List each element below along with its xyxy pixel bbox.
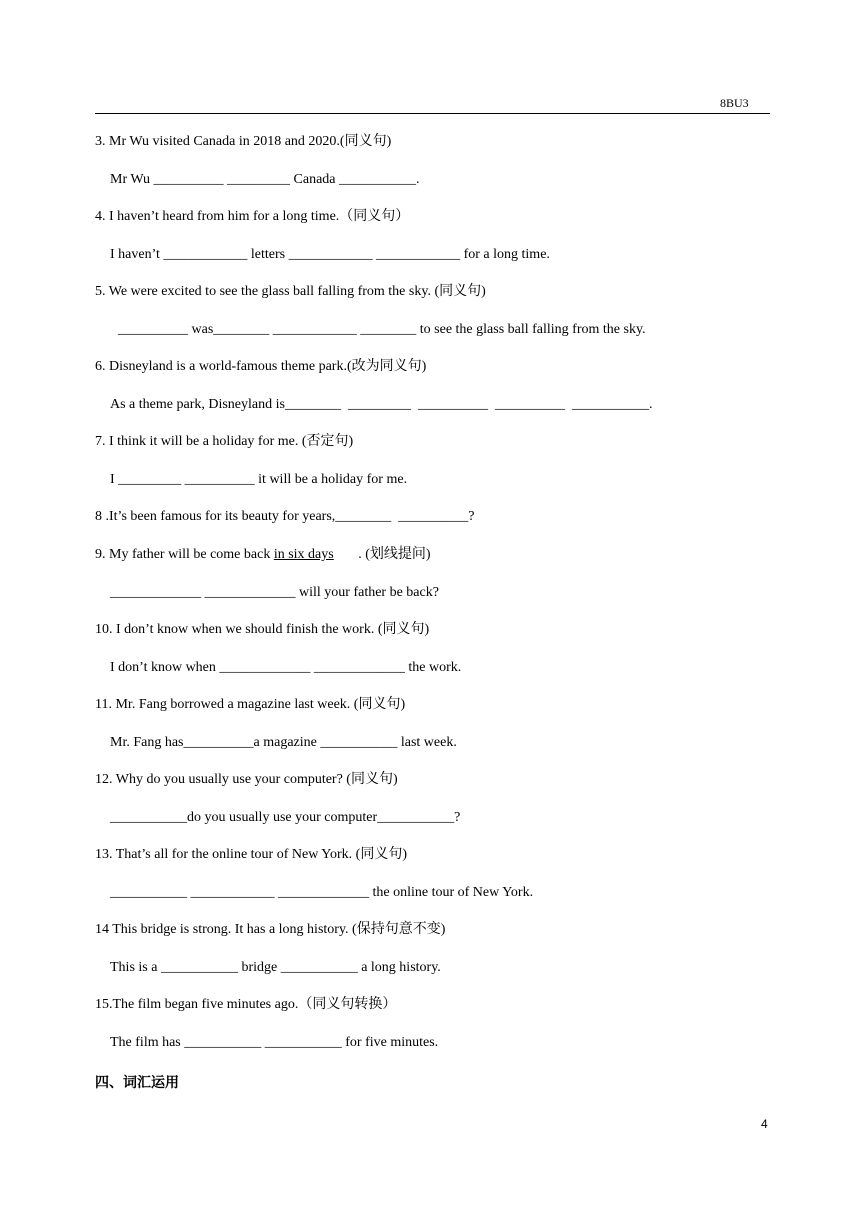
answer-12: ___________do you usually use your computer___________? [110,810,461,825]
answer-3: Mr Wu __________ _________ Canada ___________. [110,172,420,187]
page-number: 4 [761,1117,768,1131]
question-15: 15.The film began five minutes ago.（同义句转换） [95,997,397,1012]
question-9-instruction: . (划线提问) [333,547,431,562]
question-11: 11. Mr. Fang borrowed a magazine last week. (同义句) [95,697,406,712]
answer-7: I _________ __________ it will be a holiday for me. [110,472,408,487]
answer-10: I don’t know when _____________ _____________ the work. [110,660,462,675]
question-3: 3. Mr Wu visited Canada in 2018 and 2020.(同义句) [95,134,392,149]
answer-4: I haven’t ____________ letters ____________ ____________ for a long time. [110,247,550,262]
underlined-phrase: in six days [273,547,334,562]
question-12: 12. Why do you usually use your computer? (同义句) [95,772,398,787]
question-10: 10. I don’t know when we should finish the work. (同义句) [95,622,430,637]
question-6: 6. Disneyland is a world-famous theme park.(改为同义句) [95,359,427,374]
answer-15: The film has ___________ ___________ for five minutes. [110,1035,439,1050]
question-13: 13. That’s all for the online tour of New York. (同义句) [95,847,407,862]
question-14: 14 This bridge is strong. It has a long history. (保持句意不变) [95,922,446,937]
answer-6: As a theme park, Disneyland is________ _________ __________ __________ ___________. [110,397,653,412]
question-9 [95,546,431,564]
question-8: 8 .It’s been famous for its beauty for years,________ __________? [95,509,475,524]
question-5: 5. We were excited to see the glass ball falling from the sky. (同义句) [95,284,486,299]
question-9-text: 9. My father will be come back [95,547,274,562]
header-code: 8BU3 [720,96,749,110]
answer-9: _____________ _____________ will your father be back? [110,585,439,600]
answer-11: Mr. Fang has__________a magazine ___________ last week. [110,735,457,750]
question-4: 4. I haven’t heard from him for a long time.（同义句） [95,209,410,224]
answer-13: ___________ ____________ _____________ the online tour of New York. [110,885,534,900]
header-rule [95,113,770,114]
question-7: 7. I think it will be a holiday for me. (否定句) [95,434,354,449]
section-title: 四、词汇运用 [95,1075,179,1091]
answer-5: __________ was________ ____________ ________ to see the glass ball falling from the sky. [118,322,646,337]
answer-14: This is a ___________ bridge ___________ a long history. [110,960,441,975]
